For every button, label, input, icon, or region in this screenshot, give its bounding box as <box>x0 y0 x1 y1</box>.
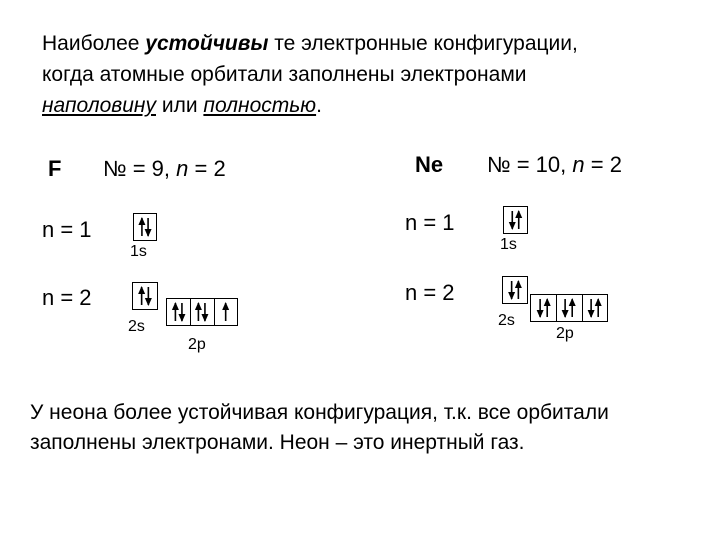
intro-text-part: те электронные конфигурации, <box>268 32 578 55</box>
intro-line-2: когда атомные орбитали заполнены электронами <box>42 63 527 86</box>
neon-symbol: Ne <box>415 152 444 177</box>
orbital-cell <box>531 295 556 321</box>
spin-down-arrow-icon <box>145 218 152 237</box>
orbital-cell <box>133 283 157 309</box>
spin-up-arrow-icon <box>515 280 522 299</box>
spin-down-arrow-icon <box>509 211 516 230</box>
fluorine-1s-orbital <box>133 213 157 241</box>
spin-up-arrow-icon <box>172 302 179 321</box>
intro-text <box>42 28 702 121</box>
neon-2p-orbitals <box>530 294 608 322</box>
neon-1s-label: 1s <box>500 236 517 253</box>
intro-line-1 <box>42 28 702 59</box>
neon-2s-orbital <box>502 276 528 304</box>
fluorine-1s-label: 1s <box>130 243 147 260</box>
intro-text-part: или <box>156 94 204 117</box>
emphasis-full: полностью <box>203 94 317 117</box>
fluorine-2s-orbital <box>132 282 158 310</box>
spin-down-arrow-icon <box>537 299 544 318</box>
neon-2s-label: 2s <box>498 312 515 329</box>
orbital-cell <box>190 299 213 325</box>
spin-up-arrow-icon <box>544 298 551 317</box>
fluorine-2p-orbitals <box>166 298 238 326</box>
neon-number <box>487 152 622 178</box>
fluorine-n-value: = 2 <box>188 156 226 181</box>
spin-up-arrow-icon <box>515 210 522 229</box>
intro-line-3 <box>42 90 702 121</box>
fluorine-n-var: n <box>176 156 189 181</box>
spin-up-arrow-icon <box>569 298 576 317</box>
intro-text-part: . <box>316 94 322 117</box>
neon-number-prefix: № = 10, <box>487 152 573 177</box>
spin-up-arrow-icon <box>138 217 145 236</box>
spin-up-arrow-icon <box>138 286 145 305</box>
spin-down-arrow-icon <box>145 287 152 306</box>
neon-2p-label: 2p <box>556 325 574 342</box>
neon-n-value: = 2 <box>584 152 622 177</box>
spin-down-arrow-icon <box>562 299 569 318</box>
fluorine-level-1-label: n = 1 <box>42 217 92 242</box>
spin-down-arrow-icon <box>508 281 515 300</box>
fluorine-symbol: F <box>48 156 62 181</box>
orbital-cell <box>504 207 527 233</box>
orbital-cell <box>556 295 581 321</box>
spin-down-arrow-icon <box>587 299 594 318</box>
emphasis-stable: устойчивы <box>145 32 269 55</box>
fluorine-2s-label: 2s <box>128 318 145 335</box>
spin-down-arrow-icon <box>202 303 209 322</box>
neon-1s-orbital <box>503 206 528 234</box>
neon-level-1-label: n = 1 <box>405 210 455 235</box>
neon-n-var: n <box>572 152 585 177</box>
fluorine-2p-label: 2p <box>188 336 206 353</box>
orbital-cell <box>214 299 237 325</box>
fluorine-number <box>103 156 226 182</box>
emphasis-half: наполовину <box>42 94 156 117</box>
fluorine-level-2-label: n = 2 <box>42 285 92 310</box>
orbital-cell <box>582 295 607 321</box>
intro-text-part: Наиболее <box>42 32 146 55</box>
orbital-cell <box>134 214 156 240</box>
orbital-cell <box>167 299 190 325</box>
orbital-cell <box>503 277 527 303</box>
neon-level-2-label: n = 2 <box>405 280 455 305</box>
conclusion-line-1: У неона более устойчивая конфигурация, т.к. все орбитали <box>30 401 609 424</box>
spin-up-arrow-icon <box>222 302 229 321</box>
spin-down-arrow-icon <box>178 303 185 322</box>
spin-up-arrow-icon <box>195 302 202 321</box>
conclusion-text <box>30 398 710 458</box>
spin-up-arrow-icon <box>594 298 601 317</box>
fluorine-number-prefix: № = 9, <box>103 156 177 181</box>
conclusion-line-2: заполнены электронами. Неон – это инертный газ. <box>30 431 525 454</box>
